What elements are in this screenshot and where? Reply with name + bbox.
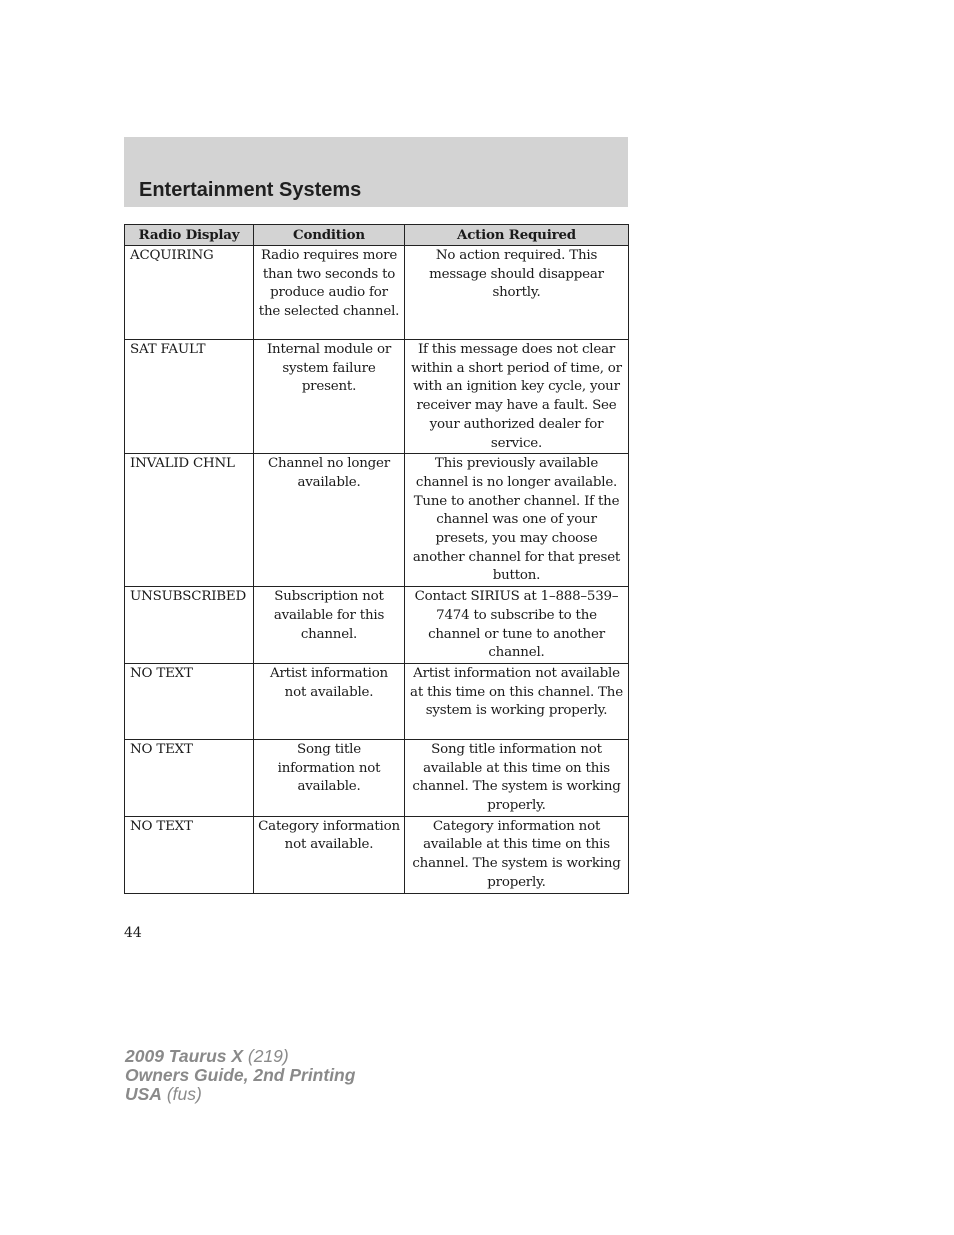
footer-line-market: [125, 1085, 355, 1104]
action-cell: Category information not available at this time on this channel. The system is working properly.: [405, 816, 629, 893]
section-title: Entertainment Systems: [139, 179, 362, 201]
footer-model-name: 2009 Taurus X: [125, 1046, 244, 1066]
footer-guide-name: Owners Guide, 2nd Printing: [125, 1065, 356, 1085]
page-number: 44: [124, 925, 142, 941]
action-cell: Song title information not available at this time on this channel. The system is working properly.: [405, 739, 629, 816]
table-row: [125, 739, 629, 816]
condition-cell: Internal module or system failure present.: [254, 340, 405, 454]
action-cell: If this message does not clear within a short period of time, or with an ignition key cycle, your receiver may have a fault. See your authorized dealer for service.: [405, 340, 629, 454]
action-cell: No action required. This message should disappear shortly.: [405, 246, 629, 340]
table-row: [125, 663, 629, 739]
action-cell: This previously available channel is no longer available. Tune to another channel. If the channel was one of your presets, you may choose another channel for that preset button.: [405, 454, 629, 587]
radio-display-cell: ACQUIRING: [125, 246, 254, 340]
radio-display-cell: NO TEXT: [125, 663, 254, 739]
radio-display-cell: UNSUBSCRIBED: [125, 587, 254, 664]
column-header-action-required: Action Required: [405, 225, 629, 246]
condition-cell: Radio requires more than two seconds to produce audio for the selected channel.: [254, 246, 405, 340]
condition-cell: Category information not available.: [254, 816, 405, 893]
table-row: [125, 816, 629, 893]
condition-cell: Artist information not available.: [254, 663, 405, 739]
table-header-row: [125, 225, 629, 246]
column-header-condition: Condition: [254, 225, 405, 246]
footer-line-model: [125, 1047, 355, 1066]
radio-display-cell: NO TEXT: [125, 816, 254, 893]
footer-market-code: (fus): [161, 1084, 202, 1104]
section-header-band: [124, 137, 628, 207]
action-cell: Contact SIRIUS at 1–888–539–7474 to subscribe to the channel or tune to another channel.: [405, 587, 629, 664]
radio-display-cell: SAT FAULT: [125, 340, 254, 454]
satellite-radio-display-table: [124, 224, 629, 894]
footer-market-name: USA: [125, 1084, 162, 1104]
footer-model-code: (219): [243, 1046, 289, 1066]
table-row: [125, 587, 629, 664]
radio-display-cell: NO TEXT: [125, 739, 254, 816]
column-header-radio-display: Radio Display: [125, 225, 254, 246]
table-row: [125, 246, 629, 340]
document-footer: [125, 1047, 355, 1104]
condition-cell: Subscription not available for this channel.: [254, 587, 405, 664]
footer-line-guide: [125, 1066, 355, 1085]
condition-cell: Song title information not available.: [254, 739, 405, 816]
table-row: [125, 454, 629, 587]
condition-cell: Channel no longer available.: [254, 454, 405, 587]
radio-display-cell: INVALID CHNL: [125, 454, 254, 587]
action-cell: Artist information not available at this time on this channel. The system is working properly.: [405, 663, 629, 739]
table-row: [125, 340, 629, 454]
